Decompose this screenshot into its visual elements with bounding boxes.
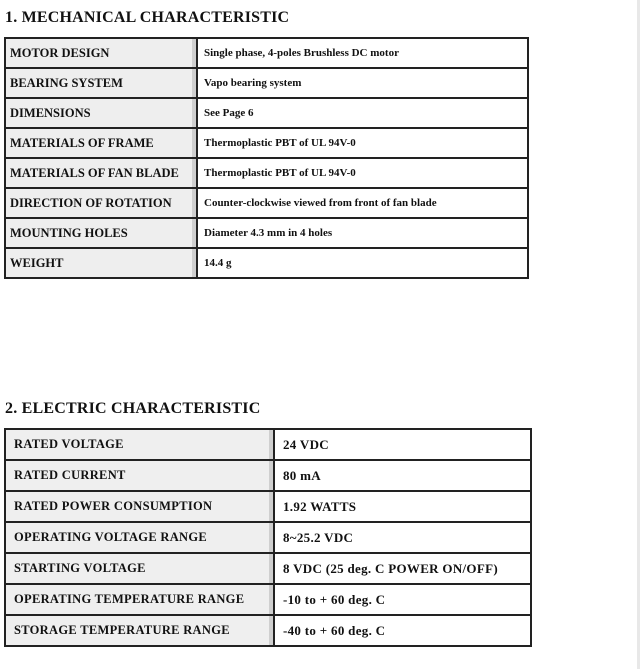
table-row [5,491,531,522]
spec-value: 8 VDC (25 deg. C POWER ON/OFF) [274,553,531,584]
spec-value: Diameter 4.3 mm in 4 holes [197,218,528,248]
spec-value: 8~25.2 VDC [274,522,531,553]
spec-value: Thermoplastic PBT of UL 94V-0 [197,158,528,188]
spec-value: Vapo bearing system [197,68,528,98]
table-row [5,188,528,218]
spec-label: RATED VOLTAGE [5,429,274,460]
spec-value: 24 VDC [274,429,531,460]
spec-label: RATED POWER CONSUMPTION [5,491,274,522]
spec-label: STORAGE TEMPERATURE RANGE [5,615,274,646]
spec-value: -10 to + 60 deg. C [274,584,531,615]
table-row [5,248,528,278]
table-row [5,128,528,158]
spec-label: MATERIALS OF FRAME [5,128,197,158]
spec-value: 1.92 WATTS [274,491,531,522]
spec-label: OPERATING TEMPERATURE RANGE [5,584,274,615]
spec-label: WEIGHT [5,248,197,278]
spec-value: 14.4 g [197,248,528,278]
spec-label: MOUNTING HOLES [5,218,197,248]
spec-label: OPERATING VOLTAGE RANGE [5,522,274,553]
spec-label: STARTING VOLTAGE [5,553,274,584]
electric-table [4,428,532,647]
electric-section-title: 2. ELECTRIC CHARACTERISTIC [5,400,261,417]
spec-label: DIMENSIONS [5,98,197,128]
table-row [5,218,528,248]
table-row [5,158,528,188]
mechanical-section-title: 1. MECHANICAL CHARACTERISTIC [5,9,290,26]
mechanical-table [4,37,529,279]
spec-label: RATED CURRENT [5,460,274,491]
table-row [5,522,531,553]
spec-label: BEARING SYSTEM [5,68,197,98]
spec-label: MOTOR DESIGN [5,38,197,68]
spec-value: Counter-clockwise viewed from front of fan blade [197,188,528,218]
table-row [5,68,528,98]
spec-label: DIRECTION OF ROTATION [5,188,197,218]
spec-value: See Page 6 [197,98,528,128]
spec-value: Thermoplastic PBT of UL 94V-0 [197,128,528,158]
spec-label: MATERIALS OF FAN BLADE [5,158,197,188]
spec-value: 80 mA [274,460,531,491]
table-row [5,98,528,128]
table-row [5,38,528,68]
table-row [5,429,531,460]
table-row [5,584,531,615]
table-row [5,615,531,646]
table-row [5,460,531,491]
spec-value: -40 to + 60 deg. C [274,615,531,646]
spec-value: Single phase, 4-poles Brushless DC motor [197,38,528,68]
table-row [5,553,531,584]
